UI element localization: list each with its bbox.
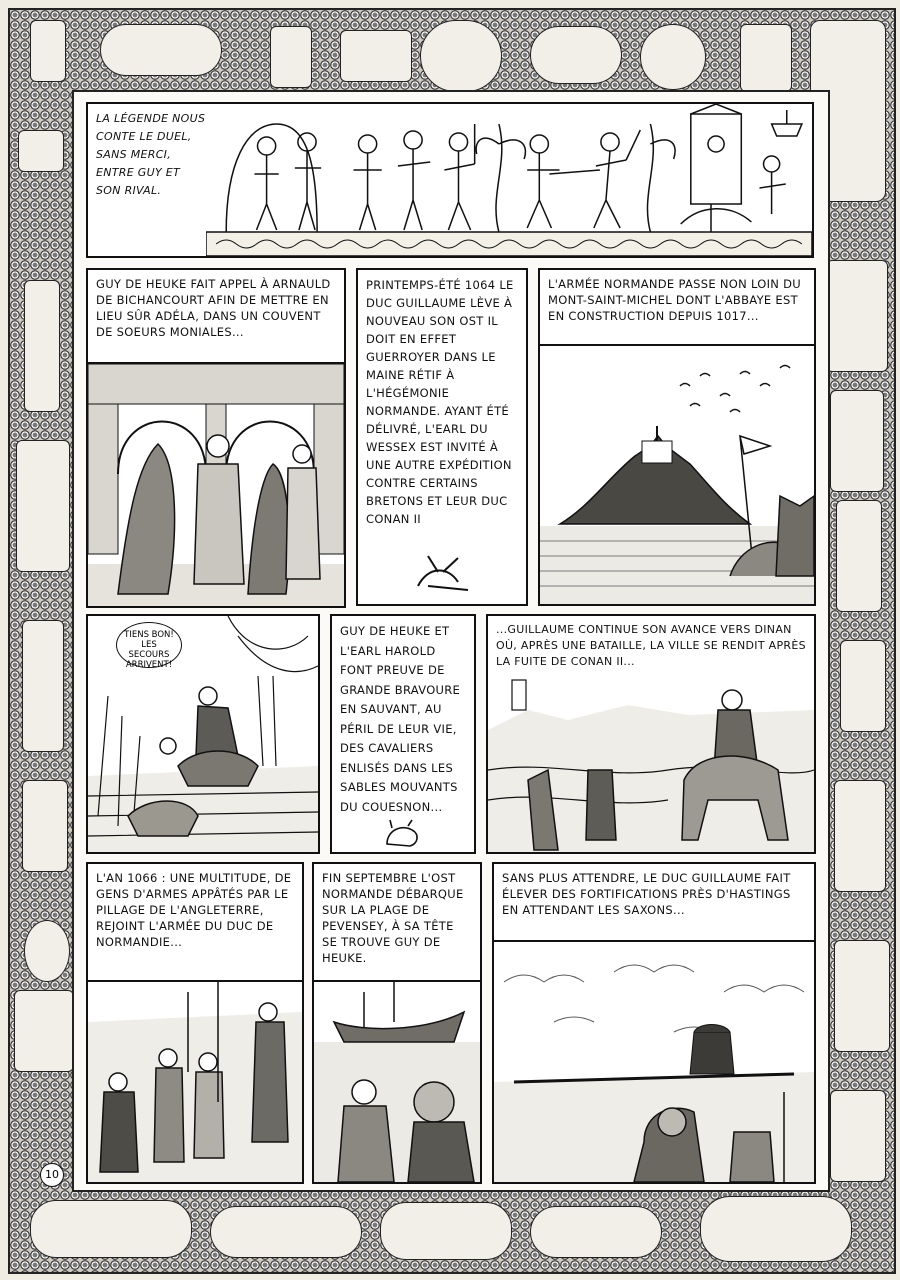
panel-caption: ...GUILLAUME CONTINUE SON AVANCE VERS DINAN OÙ, APRÈS UNE BATAILLE, LA VILLE SE RENDIT APRÈS LA FUITE DE CONAN II... xyxy=(488,616,814,668)
speech-bubble: TIENS BON! LES SECOURS ARRIVENT! xyxy=(116,622,182,668)
panel-mont-saint-michel xyxy=(538,268,816,606)
border-ornament xyxy=(530,26,622,84)
panel-caption: GUY DE HEUKE FAIT APPEL À ARNAULD DE BICHANCOURT AFIN DE METTRE EN LIEU SÛR ADÉLA, DANS UN COUVENT DE SOEURS MONIALES... xyxy=(88,270,344,364)
border-ornament xyxy=(380,1202,512,1260)
bird-vignette xyxy=(358,546,526,602)
animal-vignette xyxy=(332,816,474,850)
border-ornament xyxy=(830,1090,886,1182)
border-ornament xyxy=(16,440,70,572)
border-ornament xyxy=(740,24,792,92)
panel-caption: GUY DE HEUKE ET L'EARL HAROLD FONT PREUVE DE GRANDE BRAVOURE EN SAUVANT, AU PÉRIL DE LEUR VIE, DES CAVALIERS ENLISÉS DANS LES SABLES MOUVANTS DU COUESNON... xyxy=(332,616,474,823)
panel-caption: L'AN 1066 : UNE MULTITUDE, DE GENS D'ARMES APPÂTÉS PAR LE PILLAGE DE L'ANGLETERRE, REJOINT L'ARMÉE DU DUC DE NORMANDIE... xyxy=(88,864,302,982)
border-ornament xyxy=(14,990,74,1072)
border-ornament xyxy=(420,20,502,92)
border-ornament xyxy=(530,1206,662,1258)
border-ornament xyxy=(834,780,886,892)
border-ornament xyxy=(210,1206,362,1258)
border-ornament xyxy=(22,620,64,752)
panel-caption: LA LÉGENDE NOUS CONTE LE DUEL, SANS MERCI, ENTRE GUY ET SON RIVAL. xyxy=(88,104,214,206)
border-ornament xyxy=(30,20,66,82)
border-ornament xyxy=(270,26,312,88)
border-ornament xyxy=(826,260,888,372)
mont-saint-michel-illustration xyxy=(540,346,814,604)
panel-hastings xyxy=(492,862,816,1184)
panel-caption: FIN SEPTEMBRE L'OST NORMANDE DÉBARQUE SUR LA PLAGE DE PEVENSEY, À SA TÊTE SE TROUVE GUY DE HEUKE. xyxy=(314,864,480,982)
hastings-fortification-illustration xyxy=(494,942,814,1182)
border-ornament xyxy=(100,24,222,76)
panel-dinan xyxy=(486,614,816,854)
panel-tapestry xyxy=(86,102,814,258)
dinan-battle-illustration xyxy=(488,670,814,852)
panel-rescue xyxy=(86,614,320,854)
panel-caption: L'ARMÉE NORMANDE PASSE NON LOIN DU MONT-SAINT-MICHEL DONT L'ABBAYE EST EN CONSTRUCTION DEPUIS 1017... xyxy=(540,270,814,346)
panel-1064 xyxy=(356,268,528,606)
border-ornament xyxy=(830,390,884,492)
landing-illustration xyxy=(314,982,480,1182)
border-ornament xyxy=(22,780,68,872)
panel-area xyxy=(72,90,830,1192)
border-ornament xyxy=(24,920,70,982)
panel-pevensey xyxy=(312,862,482,1184)
panel-convent xyxy=(86,268,346,608)
border-ornament xyxy=(700,1196,852,1262)
border-ornament xyxy=(834,940,890,1052)
convent-illustration xyxy=(88,364,344,606)
border-ornament xyxy=(24,280,60,412)
panel-caption: PRINTEMPS-ÉTÉ 1064 LE DUC GUILLAUME LÈVE À NOUVEAU SON OST IL DOIT EN EFFET GUERROYER DANS LE MAINE RÉTIF À L'HÉGÉMONIE NORMANDE. AYANT ÉTÉ DÉLIVRÉ, L'EARL DU WESSEX EST INVITÉ À UNE AUTRE EXPÉDITION CONTRE CERTAINS BRETONS ET LEUR DUC CONAN II xyxy=(358,270,526,534)
border-ornament xyxy=(640,24,706,90)
border-ornament xyxy=(18,130,64,172)
panel-1066 xyxy=(86,862,304,1184)
border-ornament xyxy=(840,640,886,732)
panel-caption: SANS PLUS ATTENDRE, LE DUC GUILLAUME FAIT ÉLEVER DES FORTIFICATIONS PRÈS D'HASTINGS EN ATTENDANT LES SAXONS... xyxy=(494,864,814,942)
tapestry-illustration xyxy=(206,104,812,256)
gathering-army-illustration xyxy=(88,982,302,1182)
page-number: 10 xyxy=(40,1163,64,1187)
border-ornament xyxy=(340,30,412,82)
border-ornament xyxy=(30,1200,192,1258)
border-ornament xyxy=(836,500,882,612)
panel-bravery xyxy=(330,614,476,854)
